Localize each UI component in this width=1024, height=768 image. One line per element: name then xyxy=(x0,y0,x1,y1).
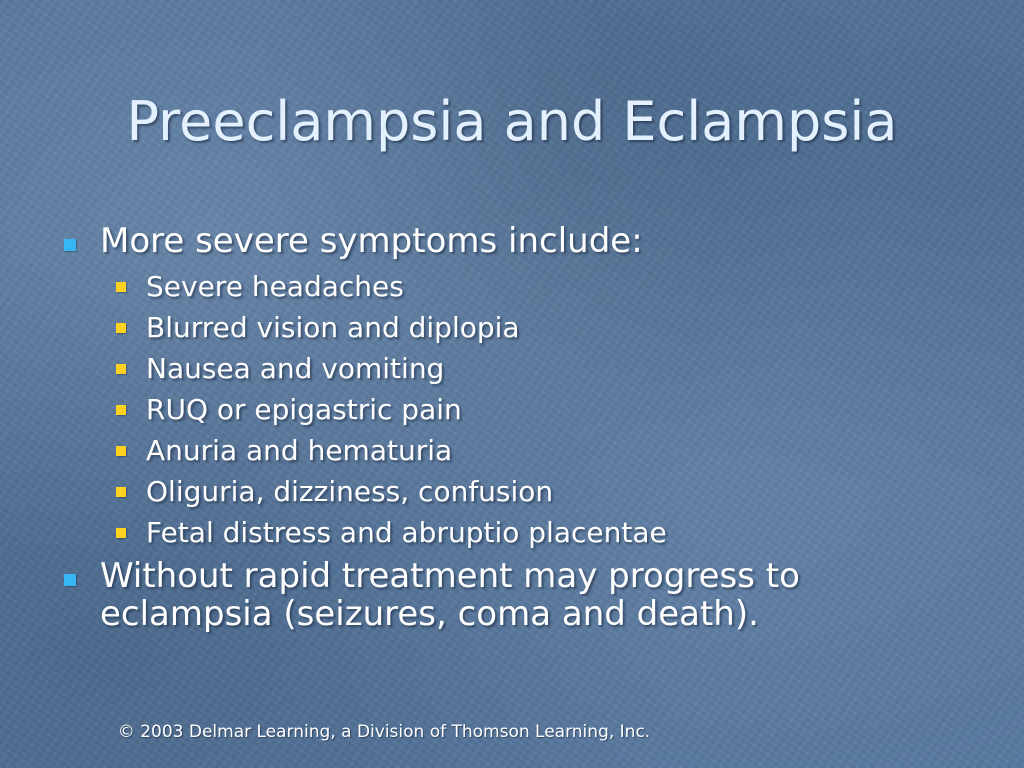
square-bullet-icon xyxy=(116,364,126,374)
sub-bullet-text: Nausea and vomiting xyxy=(146,352,445,385)
sub-bullet-item xyxy=(62,512,962,553)
sub-bullet-text: Severe headaches xyxy=(146,270,404,303)
bullet-list xyxy=(62,222,962,633)
sub-bullet-item xyxy=(62,471,962,512)
square-bullet-icon xyxy=(64,574,76,586)
copyright-footer: © 2003 Delmar Learning, a Division of Thomson Learning, Inc. xyxy=(117,722,651,742)
bullet-text: More severe symptoms include: xyxy=(100,221,643,261)
square-bullet-icon xyxy=(116,282,126,292)
slide-title: Preeclampsia and Eclampsia xyxy=(126,90,898,153)
square-bullet-icon xyxy=(116,405,126,415)
sub-bullet-text: Fetal distress and abruptio placentae xyxy=(146,516,667,549)
sub-bullet-item xyxy=(62,389,962,430)
sub-bullet-text: Oliguria, dizziness, confusion xyxy=(146,475,554,508)
sub-bullet-item xyxy=(62,307,962,348)
sub-bullet-item xyxy=(62,266,962,307)
square-bullet-icon xyxy=(116,528,126,538)
sub-bullet-text: Blurred vision and diplopia xyxy=(146,311,520,344)
square-bullet-icon xyxy=(64,239,76,251)
sub-bullet-text: RUQ or epigastric pain xyxy=(146,393,462,426)
square-bullet-icon xyxy=(116,323,126,333)
bullet-text: Without rapid treatment may progress to eclampsia (seizures, coma and death). xyxy=(100,556,800,634)
sub-bullet-item xyxy=(62,348,962,389)
sub-bullet-text: Anuria and hematuria xyxy=(146,434,453,467)
bullet-item xyxy=(62,557,962,633)
sub-bullet-item xyxy=(62,430,962,471)
square-bullet-icon xyxy=(116,487,126,497)
square-bullet-icon xyxy=(116,446,126,456)
bullet-item xyxy=(62,222,962,260)
